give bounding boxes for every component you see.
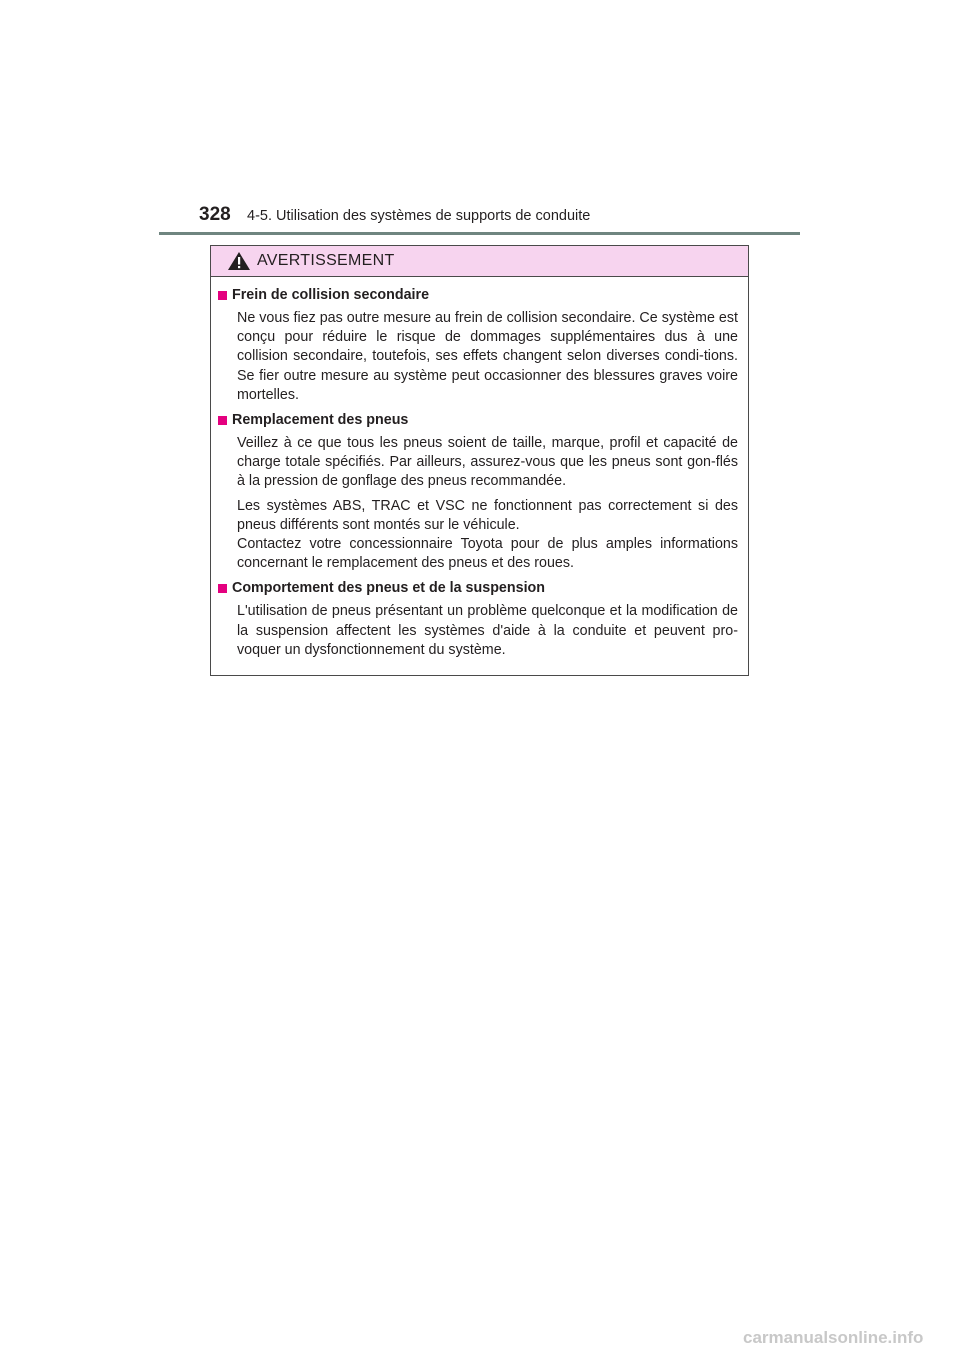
svg-text:carmanualsonline.info: carmanualsonline.info [743,1328,924,1347]
paragraph: Les systèmes ABS, TRAC et VSC ne fonctionnent pas correctement si des pneus différents sont montés sur le véhicule. [237,497,738,533]
paragraph: Veillez à ce que tous les pneus soient de taille, marque, profil et capacité de charge totale spécifiés. Par ailleurs, assurez-vous que les pneus sont gon-flés à la pression de gonflage des pneus recommandée. [237,435,738,490]
item-heading [218,410,738,431]
page-number: 328 [199,204,231,225]
warning-header [211,246,748,277]
warning-body [211,277,748,660]
warning-item-tire-replacement [218,410,738,573]
paragraph: Ne vous fiez pas outre mesure au frein de collision secondaire. Ce système est conçu pour réduire le risque de dommages supplémentaires dus à une collision secondaire, toutefois, ses effets changent selon diverses condi-tions. Se fier outre mesure au système peut occasionner des blessures graves voire mortelles. [237,310,738,403]
item-heading-text: Comportement des pneus et de la suspension [232,580,546,597]
item-heading [218,578,738,599]
paragraph: L'utilisation de pneus présentant un problème quelconque et la modification de la suspension affectent les systèmes d'aide à la conduite et peuvent pro-voquer un dysfonctionnement du système. [237,603,738,658]
watermark-logo [743,1324,948,1350]
item-heading [218,285,738,306]
section-title: 4-5. Utilisation des systèmes de supports de conduite [247,208,591,224]
warning-item-tire-suspension-behavior [218,578,738,660]
warning-triangle-icon [227,251,251,271]
warning-box [210,245,749,676]
item-heading-text: Frein de collision secondaire [232,287,430,303]
bullet-square-icon [218,416,227,425]
header-rule [159,232,800,235]
warning-title: AVERTISSEMENT [257,252,395,269]
bullet-square-icon [218,291,227,300]
paragraph: Contactez votre concessionnaire Toyota pour de plus amples informations concernant le remplacement des pneus et des roues. [237,536,738,572]
bullet-square-icon [218,584,227,593]
warning-item-secondary-collision-brake [218,285,738,405]
item-heading-text: Remplacement des pneus [232,412,409,429]
page-header [0,0,960,240]
